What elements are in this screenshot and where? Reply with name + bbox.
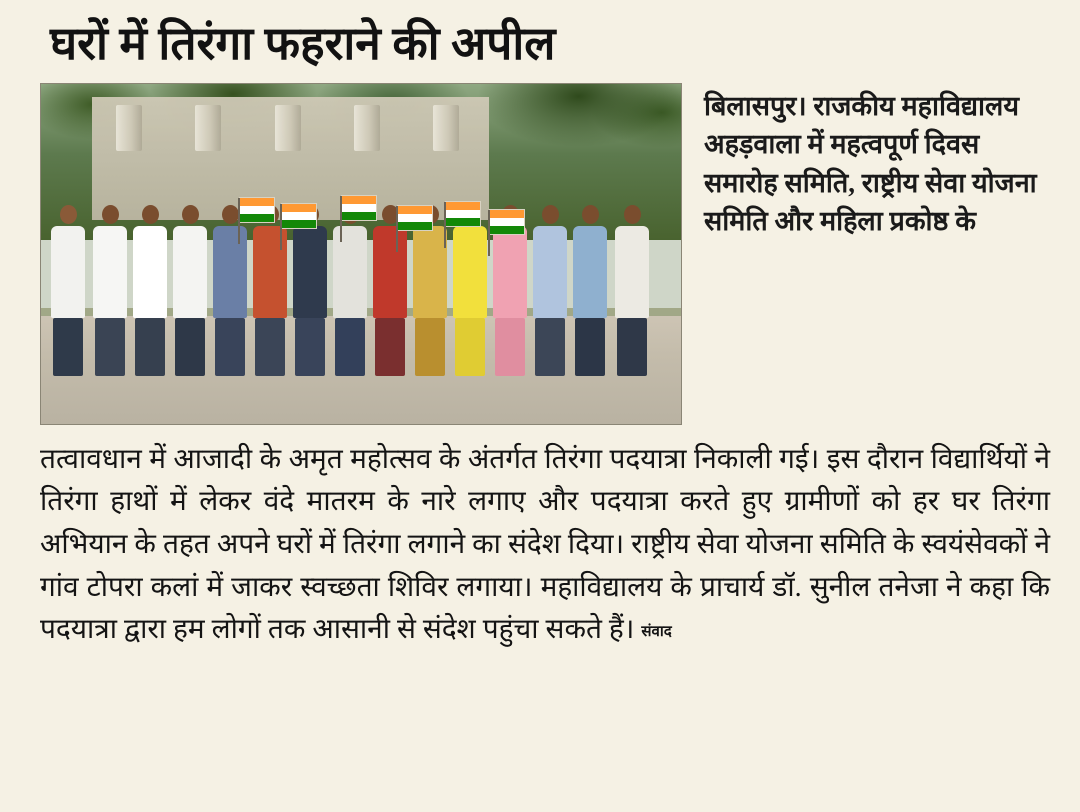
article-photo xyxy=(40,83,682,425)
photo-crowd xyxy=(41,179,681,376)
article-intro xyxy=(704,83,1050,240)
page-title: घरों में तिरंगा फहराने की अपील xyxy=(50,18,556,69)
intro-text: राजकीय महाविद्यालय अहड़वाला में महत्वपूर्ण दिवस समारोह समिति, राष्ट्रीय सेवा योजना समिति और महिला प्रकोष्ठ के xyxy=(704,90,1037,236)
photo-canvas xyxy=(41,84,681,424)
article-top-block xyxy=(40,83,1050,425)
dateline: बिलासपुर। xyxy=(704,90,807,121)
article-credit: संवाद xyxy=(641,624,672,641)
body-paragraph: तत्वावधान में आजादी के अमृत महोत्सव के अंतर्गत तिरंगा पदयात्रा निकाली गई। इस दौरान विद्यार्थियों ने तिरंगा हाथों में लेकर वंदे मातरम के नारे लगाए और पदयात्रा करते हुए ग्रामीणों को हर घर तिरंगा अभियान के तहत अपने घरों में तिरंगा लगाने का संदेश दिया। राष्ट्रीय सेवा योजना समिति के स्वयंसेवकों ने गांव टोपरा कलां में जाकर स्वच्छता शिविर लगाया। महाविद्यालय के प्राचार्य डॉ. सुनील तनेजा ने कहा कि पदयात्रा द्वारा हम लोगों तक आसानी से संदेश पहुंचा सकते हैं। xyxy=(40,443,1050,646)
article-body xyxy=(40,439,1050,652)
